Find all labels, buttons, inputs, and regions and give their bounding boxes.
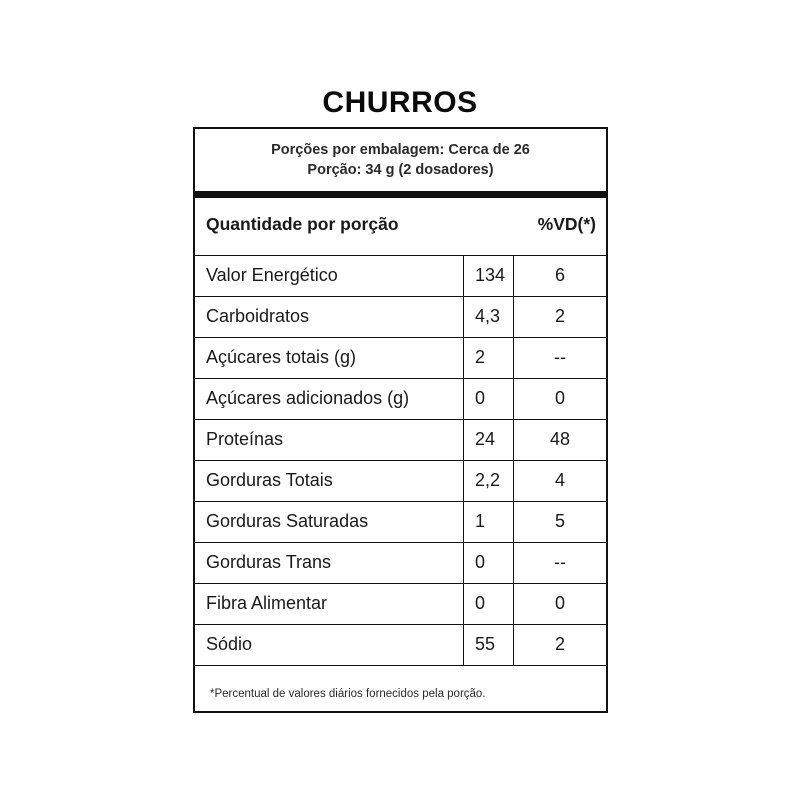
nutrient-amount: 0 <box>475 388 486 408</box>
nutrient-amount-cell <box>463 543 514 583</box>
daily-value-heading: %VD(*) <box>537 214 596 234</box>
nutrient-name: Gorduras Trans <box>206 552 332 572</box>
footnote: *Percentual de valores diários fornecidos pela porção. <box>210 688 486 700</box>
nutrient-amount-cell <box>463 338 514 378</box>
nutrient-rows <box>195 256 606 666</box>
table-row <box>195 625 606 666</box>
nutrient-amount: 2,2 <box>475 470 501 490</box>
nutrient-amount: 1 <box>475 511 486 531</box>
nutrient-name: Açúcares totais (g) <box>206 347 357 367</box>
table-row <box>195 420 606 461</box>
nutrient-amount-cell <box>463 584 514 624</box>
nutrient-name: Carboidratos <box>206 306 310 326</box>
nutrient-daily-value: -- <box>554 552 566 572</box>
nutrient-amount: 24 <box>475 429 496 449</box>
table-row <box>195 256 606 297</box>
product-title: CHURROS <box>322 86 478 119</box>
nutrient-name: Proteínas <box>206 429 284 449</box>
nutrient-amount: 134 <box>475 265 506 285</box>
nutrient-daily-value: 48 <box>549 429 571 449</box>
nutrient-name: Sódio <box>206 634 253 654</box>
nutrient-name: Gorduras Saturadas <box>206 511 369 531</box>
nutrient-amount: 0 <box>475 552 486 572</box>
nutrient-name: Gorduras Totais <box>206 470 333 490</box>
nutrient-name: Fibra Alimentar <box>206 593 328 613</box>
table-row <box>195 338 606 379</box>
nutrient-amount: 2 <box>475 347 486 367</box>
nutrient-daily-value: 2 <box>554 306 565 326</box>
table-row <box>195 461 606 502</box>
serving-size: Porção: 34 g (2 dosadores) <box>307 162 494 178</box>
nutrient-amount-cell <box>463 297 514 337</box>
table-row <box>195 584 606 625</box>
table-row <box>195 502 606 543</box>
nutrient-amount-cell <box>463 625 514 665</box>
table-row <box>195 379 606 420</box>
nutrient-amount: 55 <box>475 634 496 654</box>
table-row <box>195 297 606 338</box>
nutrient-daily-value: 0 <box>554 388 565 408</box>
servings-per-package: Porções por embalagem: Cerca de 26 <box>271 142 530 158</box>
nutrient-amount-cell <box>463 379 514 419</box>
nutrient-amount: 4,3 <box>475 306 501 326</box>
nutrient-daily-value: 0 <box>554 593 565 613</box>
nutrition-facts-table <box>193 127 608 713</box>
nutrient-daily-value: -- <box>554 347 566 367</box>
nutrient-amount-cell <box>463 420 514 460</box>
nutrient-daily-value: 2 <box>554 634 565 654</box>
table-row <box>195 543 606 584</box>
nutrient-amount-cell <box>463 502 514 542</box>
nutrient-daily-value: 6 <box>554 265 565 285</box>
nutrient-daily-value: 4 <box>554 470 565 490</box>
nutrient-amount: 0 <box>475 593 486 613</box>
nutrient-name: Açúcares adicionados (g) <box>206 388 410 408</box>
nutrient-amount-cell <box>463 461 514 501</box>
serving-info <box>195 129 606 191</box>
nutrient-amount-cell <box>463 256 514 296</box>
nutrient-name: Valor Energético <box>206 265 338 285</box>
quantity-per-serving-heading: Quantidade por porção <box>206 214 399 234</box>
nutrient-daily-value: 5 <box>554 511 565 531</box>
thick-divider <box>195 191 606 198</box>
table-header <box>195 198 606 256</box>
